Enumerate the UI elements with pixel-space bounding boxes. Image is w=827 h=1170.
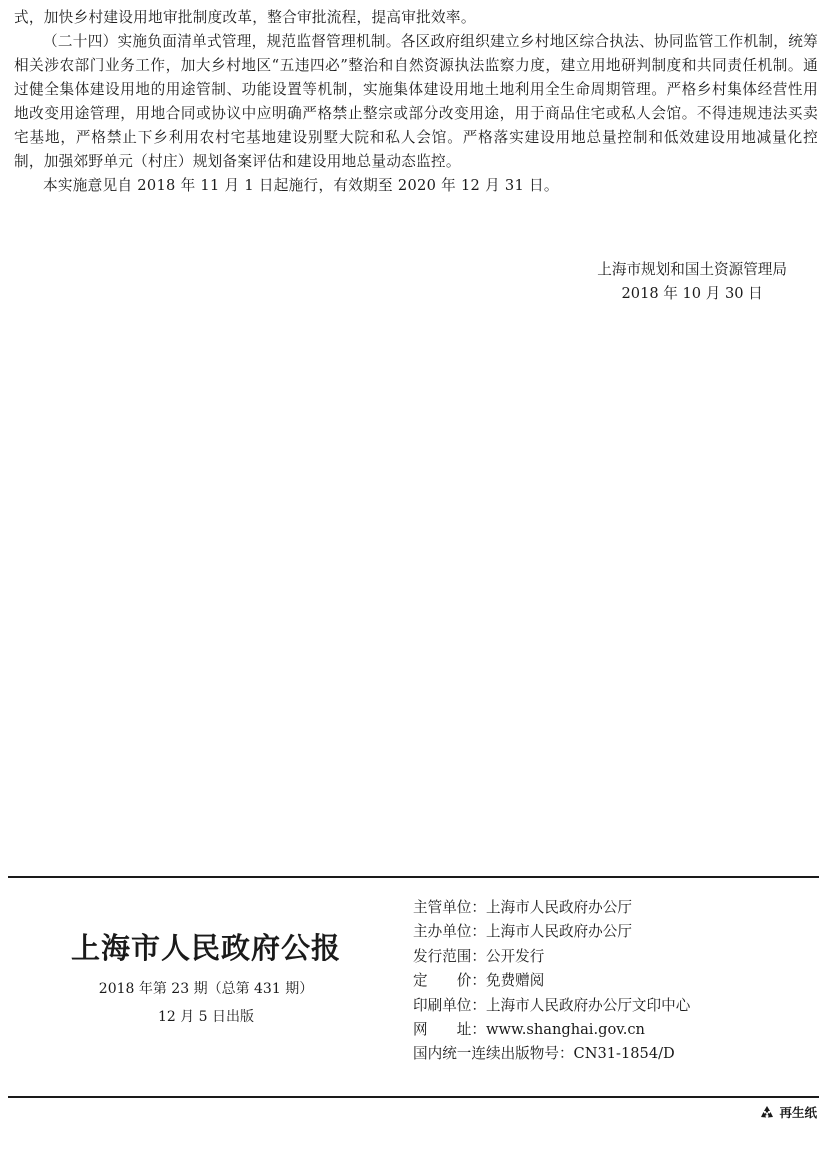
info-label: 发行范围：	[413, 947, 486, 965]
info-label: 国内统一连续出版物号：	[413, 1045, 574, 1063]
issue-number: 2018 年第 23 期（总第 431 期）	[98, 981, 314, 997]
publication-title: 上海市人民政府公报	[70, 931, 341, 965]
info-row-printer	[413, 994, 690, 1018]
info-value: CN31-1854/D	[573, 1045, 675, 1063]
info-label: 网 址：	[413, 1021, 486, 1039]
info-row-sponsor	[413, 920, 690, 944]
signature-block	[597, 258, 787, 306]
article-body	[14, 6, 818, 198]
recycled-paper-label: 再生纸	[779, 1105, 817, 1120]
info-label: 主管单位：	[413, 899, 486, 916]
divider-bottom	[8, 1096, 819, 1098]
info-row-issn	[413, 1042, 690, 1066]
signature-date: 2018 年 10 月 30 日	[621, 285, 763, 302]
info-row-website	[413, 1018, 690, 1042]
info-value: www.shanghai.gov.cn	[485, 1021, 645, 1039]
publication-info	[413, 896, 690, 1067]
info-value: 上海市人民政府办公厅	[485, 923, 632, 941]
paragraph: 式，加快乡村建设用地审批制度改革，整合审批流程，提高审批效率。	[14, 9, 476, 26]
recycle-icon	[759, 1105, 775, 1120]
info-label: 定 价：	[413, 972, 486, 990]
paragraph: 本实施意见自 2018 年 11 月 1 日起施行，有效期至 2020 年 12 月 31 日。	[43, 177, 559, 194]
issuing-authority: 上海市规划和国土资源管理局	[597, 261, 787, 278]
masthead	[30, 928, 382, 1028]
info-value: 公开发行	[485, 947, 545, 965]
info-row-supervisor	[413, 896, 690, 920]
info-value: 上海市人民政府办公厅文印中心	[485, 996, 691, 1014]
publish-date: 12 月 5 日出版	[157, 1009, 255, 1025]
recycled-paper-mark	[759, 1103, 817, 1121]
info-row-distribution	[413, 945, 690, 969]
info-label: 印刷单位：	[413, 996, 486, 1014]
divider-top	[8, 876, 819, 878]
paragraph: （二十四）实施负面清单式管理，规范监督管理机制。各区政府组织建立乡村地区综合执法、协同监管工作机制，统筹相关涉农部门业务工作，加大乡村地区“五违四必”整治和自然资源执法监察力度，建立用地研判制度和共同责任机制。通过健全集体建设用地的用途管制、功能设置等机制，实施集体建设用地土地利用全生命周期管理。严格乡村集体经营性用地改变用途管理，用地合同或协议中应明确严格禁止整宗或部分改变用途，用于商品住宅或私人会馆。不得违规违法买卖宅基地，严格禁止下乡利用农村宅基地建设别墅大院和私人会馆。严格落实建设用地总量控制和低效建设用地减量化控制，加强郊野单元（村庄）规划备案评估和建设用地总量动态监控。	[14, 33, 818, 170]
info-value: 上海市人民政府办公厅	[485, 899, 632, 916]
info-label: 主办单位：	[413, 923, 486, 941]
info-row-price	[413, 969, 690, 993]
info-value: 免费赠阅	[485, 972, 545, 990]
